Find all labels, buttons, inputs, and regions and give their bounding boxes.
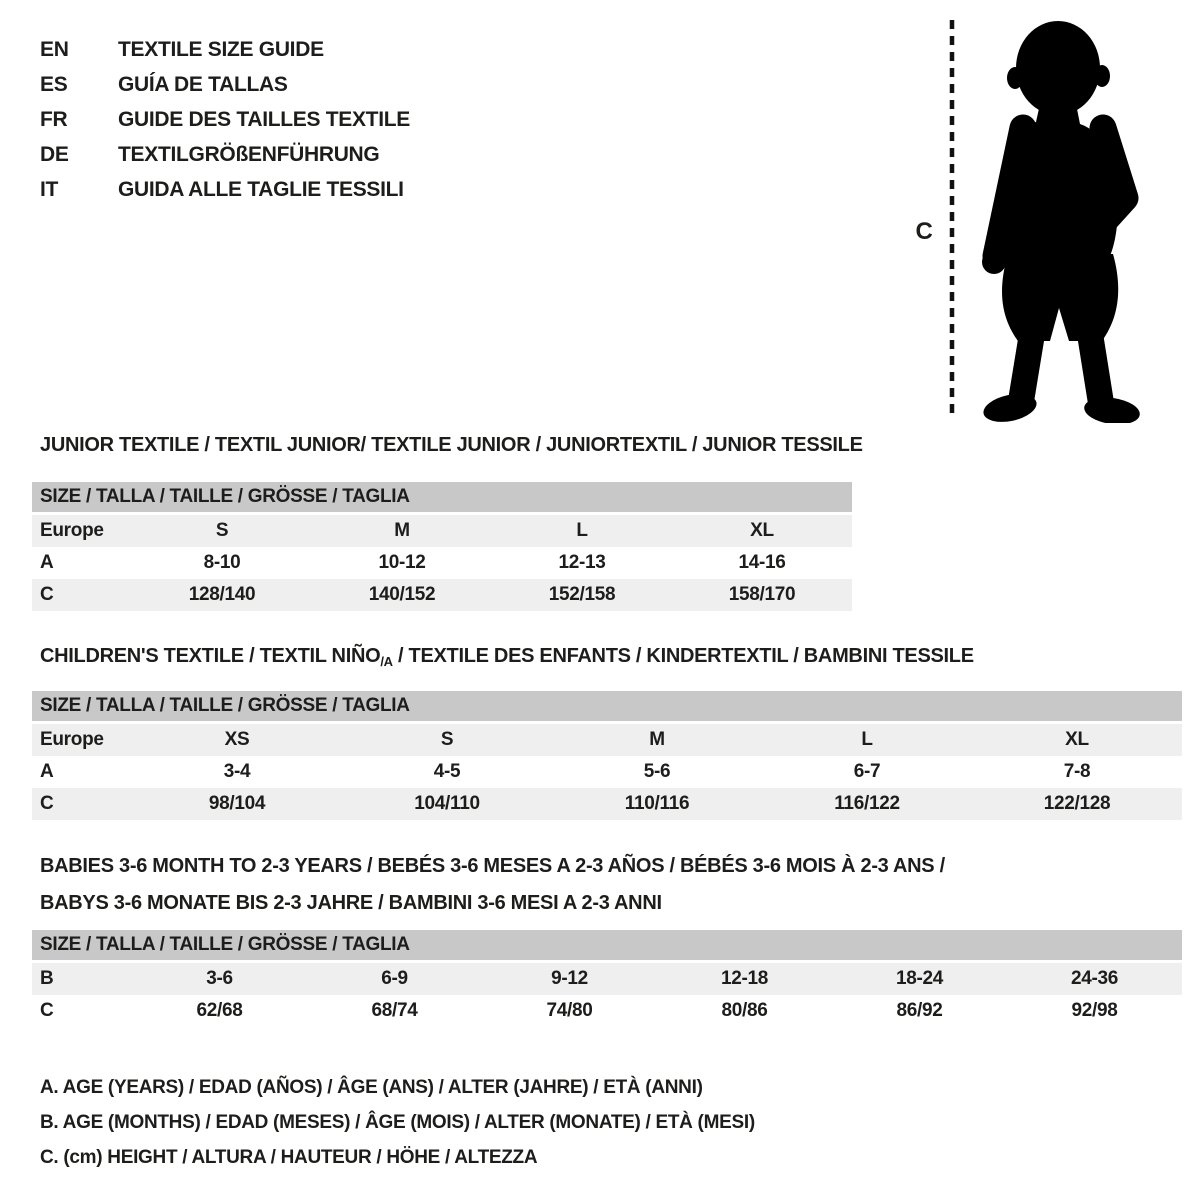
size-cell: XL <box>972 723 1182 757</box>
size-cell: 9-12 <box>482 962 657 996</box>
table-row <box>32 579 852 611</box>
size-header-label: SIZE / TALLA / TAILLE / GRÖSSE / TAGLIA <box>32 930 1182 962</box>
children-title-subscript: /A <box>380 654 393 669</box>
legend-age-months: B. AGE (MONTHS) / EDAD (MESES) / ÂGE (MOIS) / ALTER (MONATE) / ETÀ (MESI) <box>40 1112 755 1133</box>
size-cell: 158/170 <box>672 579 852 611</box>
children-title-main: CHILDREN'S TEXTILE / TEXTIL NIÑO <box>40 645 381 667</box>
size-cell: 4-5 <box>433 761 461 782</box>
lang-title-it: GUIDA ALLE TAGLIE TESSILI <box>118 178 404 201</box>
lang-row-it <box>40 172 410 207</box>
size-cell: 68/74 <box>371 1000 418 1021</box>
measurement-legend <box>40 1070 755 1175</box>
junior-section-title: JUNIOR TEXTILE / TEXTIL JUNIOR/ TEXTILE JUNIOR / JUNIORTEXTIL / JUNIOR TESSILE <box>40 434 863 456</box>
table-row <box>32 788 1182 820</box>
lang-row-fr <box>40 102 410 137</box>
row-label: A <box>40 552 54 573</box>
size-cell: 74/80 <box>546 1000 593 1021</box>
babies-section-title-line1: BABIES 3-6 MONTH TO 2-3 YEARS / BEBÉS 3-6 MESES A 2-3 AÑOS / BÉBÉS 3-6 MOIS À 2-3 ANS / <box>40 855 945 877</box>
size-cell: 98/104 <box>132 788 342 820</box>
lang-row-es <box>40 67 410 102</box>
lang-code-it: IT <box>40 178 59 201</box>
size-cell: L <box>492 514 672 548</box>
size-header-bar <box>32 930 1182 962</box>
table-row <box>32 995 1182 1027</box>
language-header <box>40 32 410 207</box>
lang-code-es: ES <box>40 73 68 96</box>
size-cell: 12-13 <box>558 552 606 573</box>
lang-row-de <box>40 137 410 172</box>
height-measure-label: C <box>915 218 933 245</box>
size-cell: 3-4 <box>223 761 251 782</box>
size-cell: 152/158 <box>492 579 672 611</box>
size-cell: 140/152 <box>312 579 492 611</box>
size-cell: 128/140 <box>132 579 312 611</box>
babies-size-table <box>32 930 1182 1027</box>
size-cell: 110/116 <box>552 788 762 820</box>
row-label: C <box>40 1000 54 1021</box>
row-label: A <box>40 761 54 782</box>
lang-code-en: EN <box>40 38 69 61</box>
table-row <box>32 756 1182 788</box>
children-title-rest: / TEXTILE DES ENFANTS / KINDERTEXTIL / BAMBINI TESSILE <box>392 645 974 667</box>
size-cell: 92/98 <box>1071 1000 1118 1021</box>
size-cell: 6-7 <box>853 761 881 782</box>
table-row <box>32 514 852 548</box>
size-cell: 7-8 <box>1063 761 1091 782</box>
size-cell: 86/92 <box>896 1000 943 1021</box>
junior-size-table <box>32 482 852 611</box>
size-header-bar <box>32 691 1182 723</box>
size-header-label: SIZE / TALLA / TAILLE / GRÖSSE / TAGLIA <box>32 691 1182 723</box>
size-cell: 104/110 <box>342 788 552 820</box>
legend-height-cm: C. (cm) HEIGHT / ALTURA / HAUTEUR / HÖHE / ALTEZZA <box>40 1147 538 1168</box>
toddler-silhouette-icon <box>940 8 1150 423</box>
size-cell: 3-6 <box>132 962 307 996</box>
table-row <box>32 962 1182 996</box>
size-cell: S <box>132 514 312 548</box>
size-cell: XL <box>672 514 852 548</box>
size-cell: 122/128 <box>972 788 1182 820</box>
size-cell: 80/86 <box>721 1000 768 1021</box>
size-cell: S <box>342 723 552 757</box>
size-cell: M <box>552 723 762 757</box>
size-cell: 14-16 <box>738 552 786 573</box>
size-cell: M <box>312 514 492 548</box>
lang-title-en: TEXTILE SIZE GUIDE <box>118 38 324 61</box>
table-row <box>32 547 852 579</box>
size-cell: XS <box>132 723 342 757</box>
row-label: B <box>32 962 132 996</box>
size-header-bar <box>32 482 852 514</box>
lang-code-de: DE <box>40 143 69 166</box>
children-size-table <box>32 691 1182 820</box>
size-cell: 18-24 <box>832 962 1007 996</box>
size-cell: 24-36 <box>1007 962 1182 996</box>
babies-section-title-line2: BABYS 3-6 MONATE BIS 2-3 JAHRE / BAMBINI 3-6 MESI A 2-3 ANNI <box>40 892 662 914</box>
size-cell: 10-12 <box>378 552 426 573</box>
size-cell: 6-9 <box>307 962 482 996</box>
measure-figure <box>905 8 1160 426</box>
size-cell: 116/122 <box>762 788 972 820</box>
table-row <box>32 723 1182 757</box>
size-cell: 62/68 <box>196 1000 243 1021</box>
size-cell: 12-18 <box>657 962 832 996</box>
size-header-label: SIZE / TALLA / TAILLE / GRÖSSE / TAGLIA <box>32 482 852 514</box>
row-label: C <box>32 579 132 611</box>
size-cell: 8-10 <box>203 552 241 573</box>
row-label: Europe <box>32 723 132 757</box>
lang-title-de: TEXTILGRÖßENFÜHRUNG <box>118 143 380 166</box>
lang-row-en <box>40 32 410 67</box>
lang-title-fr: GUIDE DES TAILLES TEXTILE <box>118 108 410 131</box>
children-section-title <box>40 645 974 669</box>
size-cell: L <box>762 723 972 757</box>
row-label: C <box>32 788 132 820</box>
legend-age-years: A. AGE (YEARS) / EDAD (AÑOS) / ÂGE (ANS) / ALTER (JAHRE) / ETÀ (ANNI) <box>40 1077 703 1098</box>
lang-title-es: GUÍA DE TALLAS <box>118 73 288 96</box>
row-label: Europe <box>32 514 132 548</box>
lang-code-fr: FR <box>40 108 68 131</box>
size-cell: 5-6 <box>643 761 671 782</box>
